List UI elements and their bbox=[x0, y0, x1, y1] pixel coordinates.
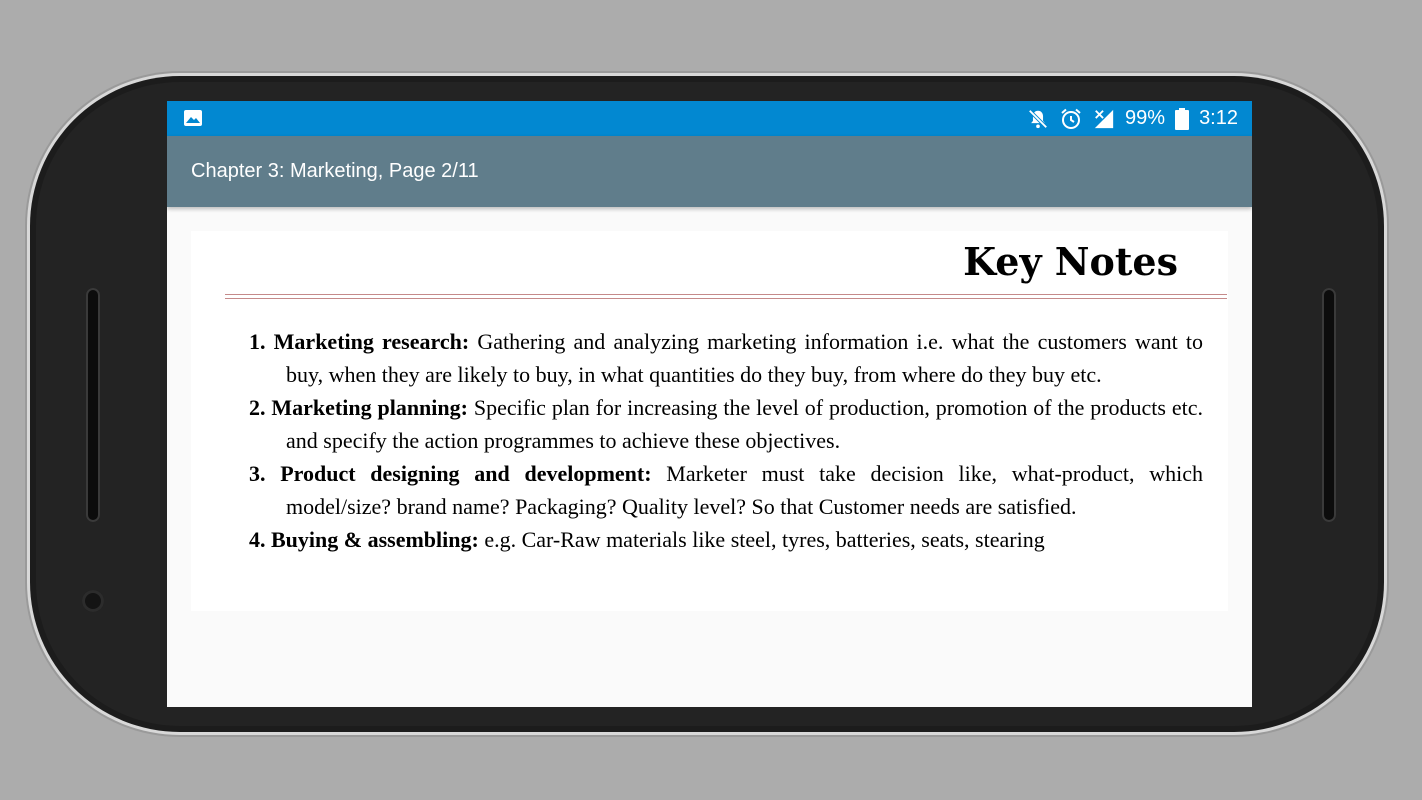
battery-percent: 99% bbox=[1125, 107, 1166, 129]
item-term: Marketing planning: bbox=[271, 395, 468, 420]
left-speaker-grille bbox=[86, 288, 100, 522]
battery-icon bbox=[1175, 108, 1189, 130]
item-text: Marketer must take decision like, what-product, which model/size? brand name? Packaging? Quality level? So that Customer needs are satisfied. bbox=[286, 461, 1203, 519]
app-toolbar bbox=[167, 136, 1252, 207]
item-text: Specific plan for increasing the level of production, promotion of the products etc. and specify the action programmes to achieve these objectives. bbox=[286, 395, 1204, 453]
alarm-icon bbox=[1059, 107, 1083, 131]
right-speaker-grille bbox=[1322, 288, 1336, 522]
list-item bbox=[249, 325, 1203, 391]
item-number: 4. bbox=[249, 527, 266, 552]
notifications-off-icon bbox=[1027, 108, 1049, 130]
document-page[interactable] bbox=[191, 231, 1228, 611]
clock-time: 3:12 bbox=[1199, 107, 1238, 129]
key-notes-list bbox=[249, 325, 1203, 556]
status-indicators bbox=[1027, 101, 1238, 136]
front-camera bbox=[82, 590, 104, 612]
toolbar-title: Chapter 3: Marketing, Page 2/11 bbox=[191, 160, 479, 182]
item-term: Buying & assembling: bbox=[271, 527, 479, 552]
phone-screen bbox=[167, 101, 1252, 707]
item-term: Marketing research: bbox=[273, 329, 470, 354]
item-term: Product designing and development: bbox=[280, 461, 652, 486]
list-item bbox=[249, 523, 1203, 556]
signal-no-service-icon bbox=[1093, 108, 1115, 130]
item-text: e.g. Car-Raw materials like steel, tyres, batteries, seats, stearing bbox=[484, 527, 1045, 552]
item-number: 3. bbox=[249, 461, 266, 486]
item-text: Gathering and analyzing marketing information i.e. what the customers want to buy, when they are likely to buy, in what quantities do they buy, from where do they buy etc. bbox=[286, 329, 1203, 387]
item-number: 2. bbox=[249, 395, 266, 420]
page-heading: Key Notes bbox=[963, 239, 1178, 284]
list-item bbox=[249, 391, 1203, 457]
item-number: 1. bbox=[249, 329, 266, 354]
status-bar bbox=[167, 101, 1252, 136]
list-item bbox=[249, 457, 1203, 523]
heading-divider bbox=[225, 294, 1227, 299]
image-notification-icon bbox=[183, 109, 203, 127]
